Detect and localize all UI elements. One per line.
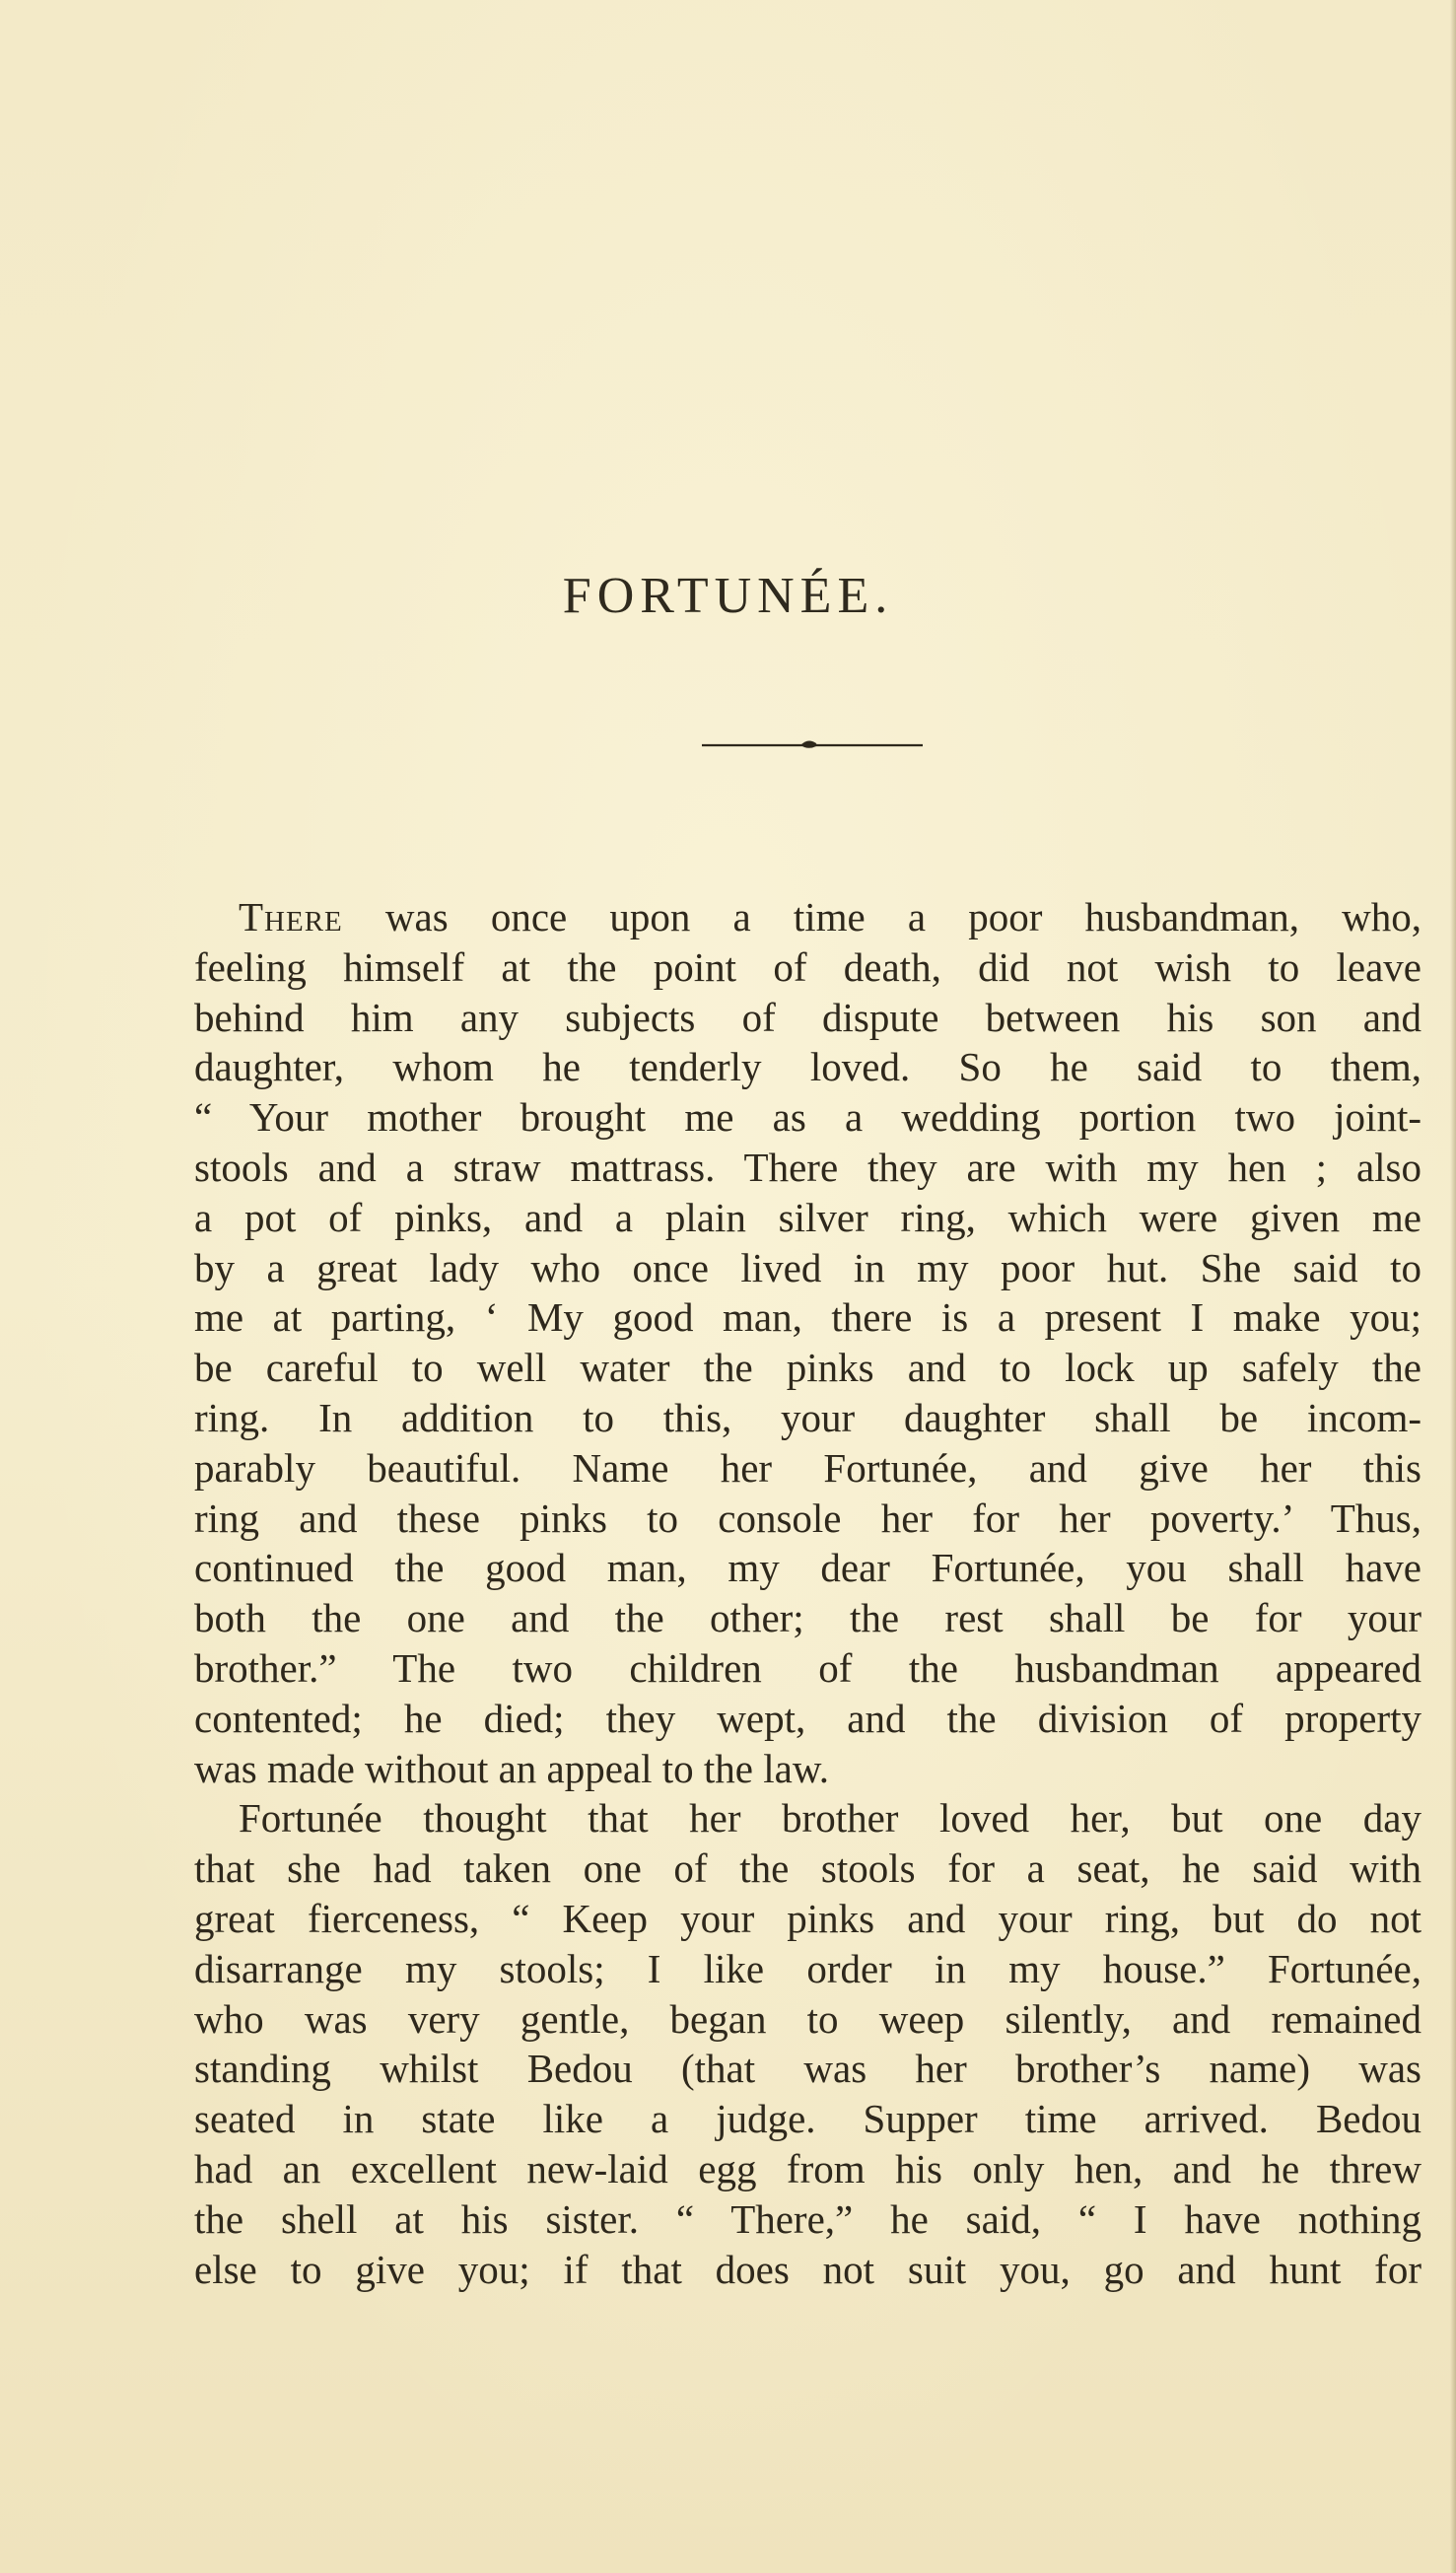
ornament-divider-icon: [702, 737, 923, 751]
paragraph-1: [194, 892, 1421, 1793]
text-line: had an excellent new-laid egg from his only hen, and he threw: [194, 2145, 1421, 2191]
text-line: me at parting, ‘ My good man, there is a present I make you;: [194, 1294, 1421, 1341]
text-line: brother.” The two children of the husbandman appeared: [194, 1644, 1421, 1691]
text-line: contented; he died; they wept, and the division of property: [194, 1695, 1421, 1741]
body-text: [194, 892, 1421, 2294]
text-line: parably beautiful. Name her Fortunée, and give her this: [194, 1444, 1421, 1491]
text-line: who was very gentle, began to weep silently, and remained: [194, 1995, 1421, 2042]
page-edge-shadow: [1450, 0, 1456, 2573]
text-line: by a great lady who once lived in my poor hut. She said to: [194, 1244, 1421, 1290]
text-line: There was once upon a time a poor husbandman, who,: [239, 894, 1421, 939]
text-line: else to give you; if that does not suit you, go and hunt for: [194, 2246, 1421, 2292]
text-line: was made without an appeal to the law.: [194, 1745, 830, 1791]
text-line: ring. In addition to this, your daughter shall be incom-: [194, 1394, 1421, 1440]
text-line: daughter, whom he tenderly loved. So he said to them,: [194, 1044, 1421, 1090]
text-line: disarrange my stools; I like order in my house.” Fortunée,: [194, 1945, 1421, 1991]
chapter-title: FORTUNÉE.: [562, 568, 894, 624]
text-line: continued the good man, my dear Fortunée, you shall have: [194, 1545, 1421, 1591]
text-line: both the one and the other; the rest shall be for your: [194, 1595, 1421, 1641]
text-line: Fortunée thought that her brother loved her, but one day: [239, 1795, 1421, 1842]
text-line: that she had taken one of the stools for a seat, he said with: [194, 1845, 1421, 1892]
text-line: stools and a straw mattrass. There they are with my hen ; also: [194, 1144, 1421, 1190]
text-line: standing whilst Bedou (that was her brother’s name) was: [194, 2046, 1421, 2092]
text-line: ring and these pinks to console her for her poverty.’ Thus,: [194, 1495, 1421, 1541]
text-line: behind him any subjects of dispute between his son and: [194, 994, 1421, 1040]
text-line: a pot of pinks, and a plain silver ring, which were given me: [194, 1194, 1421, 1240]
text-line: “ Your mother brought me as a wedding portion two joint-: [194, 1094, 1421, 1141]
text-line: the shell at his sister. “ There,” he said, “ I have nothing: [194, 2195, 1421, 2242]
text-line: be careful to well water the pinks and to lock up safely the: [194, 1345, 1421, 1391]
text-line: great fierceness, “ Keep your pinks and your ring, but do not: [194, 1895, 1421, 1941]
text-line: seated in state like a judge. Supper time arrived. Bedou: [194, 2096, 1421, 2142]
text-line: feeling himself at the point of death, did not wish to leave: [194, 943, 1421, 990]
drop-lead-word: There: [239, 894, 343, 939]
paragraph-2: [194, 1793, 1421, 2294]
